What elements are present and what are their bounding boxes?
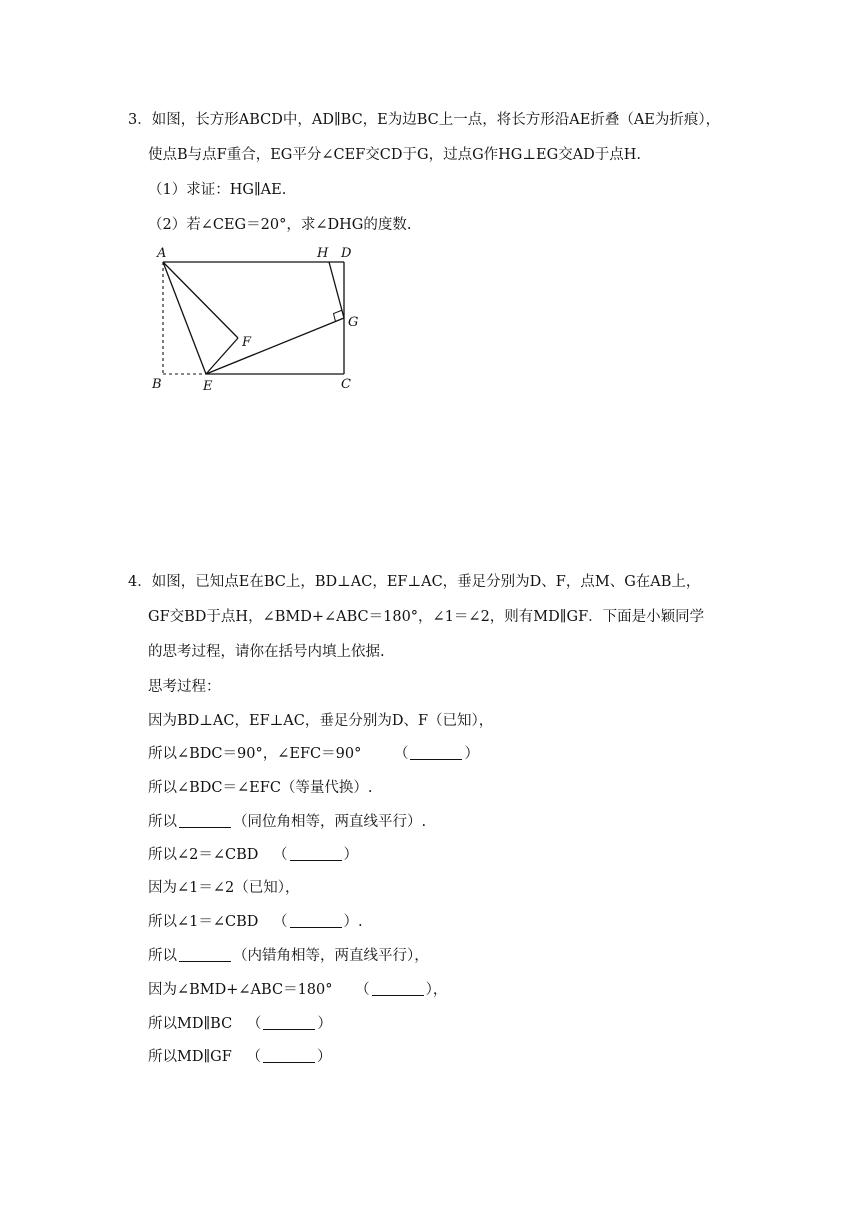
q4-text-line3: 的思考过程，请你在括号内填上依据. <box>148 644 385 660</box>
step-2-text: 所以∠BDC＝90°，∠EFC＝90° <box>148 746 362 762</box>
step-11-paren-close: ） <box>316 1049 332 1065</box>
label-c: C <box>341 377 351 392</box>
q4-text-line2: GF交BD于点H，∠BMD+∠ABC＝180°，∠1＝∠2，则有MD∥GF．下面是小颖同学 <box>148 609 705 625</box>
step-9-paren-open: （ <box>355 982 370 998</box>
step-7-text: 所以∠1＝∠CBD <box>148 914 259 930</box>
q3-part1: （1）求证：HG∥AE. <box>148 182 287 198</box>
q4-line1 <box>128 572 700 592</box>
step-7 <box>148 912 363 932</box>
step-11-text: 所以MD∥GF <box>148 1049 232 1065</box>
step-3: 所以∠BDC＝∠EFC（等量代换）. <box>148 780 373 796</box>
step-7-paren-open: （ <box>273 914 288 930</box>
step-10-text: 所以MD∥BC <box>148 1016 233 1032</box>
step-5-text: 所以∠2＝∠CBD <box>148 847 259 863</box>
step-10 <box>148 1014 332 1034</box>
step-8-suffix: （内错角相等，两直线平行）， <box>233 948 429 964</box>
step-9-text: 因为∠BMD+∠ABC＝180° <box>148 982 333 998</box>
label-f: F <box>242 335 252 350</box>
segment-fe <box>206 338 238 374</box>
label-e: E <box>203 379 213 394</box>
label-h: H <box>317 246 329 261</box>
step-5-paren-open: （ <box>273 847 288 863</box>
step-4-text: 所以 <box>148 814 177 830</box>
label-b: B <box>152 377 162 392</box>
step-4-suffix: （同位角相等，两直线平行）. <box>233 814 427 830</box>
step-5 <box>148 845 358 865</box>
step-8-blank[interactable] <box>179 947 231 962</box>
q3-part2: （2）若∠CEG＝20°，求∠DHG的度数. <box>148 217 412 233</box>
segment-af <box>163 262 238 338</box>
q3-line1 <box>128 110 720 130</box>
label-d: D <box>341 246 352 261</box>
q3-text-line1: ．如图，长方形ABCD中，AD∥BC，E为边BC上一点，将长方形沿AE折叠（AE为折痕）， <box>137 112 721 128</box>
step-9 <box>148 980 447 1000</box>
step-2 <box>148 744 479 764</box>
step-10-paren-open: （ <box>246 1016 262 1032</box>
step-8-text: 所以 <box>148 948 177 964</box>
step-9-blank[interactable] <box>372 981 424 996</box>
step-4-blank[interactable] <box>179 813 231 828</box>
q4-number: 4 <box>128 574 138 590</box>
step-7-paren-close: ）. <box>343 914 363 930</box>
step-11-blank[interactable] <box>263 1048 315 1063</box>
step-7-blank[interactable] <box>290 913 342 928</box>
q4-text-line1: ．如图，已知点E在BC上，BD⊥AC，EF⊥AC，垂足分别为D、F，点M、G在AB上， <box>137 574 701 590</box>
step-10-blank[interactable] <box>263 1015 315 1030</box>
step-11 <box>148 1047 331 1067</box>
step-1: 因为BD⊥AC，EF⊥AC，垂足分别为D、F（已知）， <box>148 713 494 729</box>
step-10-paren-close: ） <box>317 1016 332 1032</box>
step-2-paren-open: （ <box>393 746 409 762</box>
step-5-paren-close: ） <box>343 847 359 863</box>
step-4 <box>148 812 426 832</box>
label-g: G <box>348 315 359 330</box>
step-5-blank[interactable] <box>290 846 342 861</box>
q3-figure <box>148 240 378 400</box>
q3-text-line2: 使点B与点F重合，EG平分∠CEF交CD于G，过点G作HG⊥EG交AD于点H. <box>148 147 642 163</box>
step-9-paren-close: ）， <box>425 982 448 998</box>
step-6: 因为∠1＝∠2（已知）， <box>148 880 300 896</box>
segment-hg <box>329 262 344 318</box>
step-8 <box>148 946 429 966</box>
label-a: A <box>157 246 167 261</box>
step-2-blank[interactable] <box>410 745 462 760</box>
q4-process-title: 思考过程： <box>148 679 221 695</box>
step-11-paren-open: （ <box>246 1049 261 1065</box>
fold-ae <box>163 262 206 374</box>
q3-number: 3 <box>128 112 138 128</box>
step-2-paren-close: ） <box>464 746 479 762</box>
